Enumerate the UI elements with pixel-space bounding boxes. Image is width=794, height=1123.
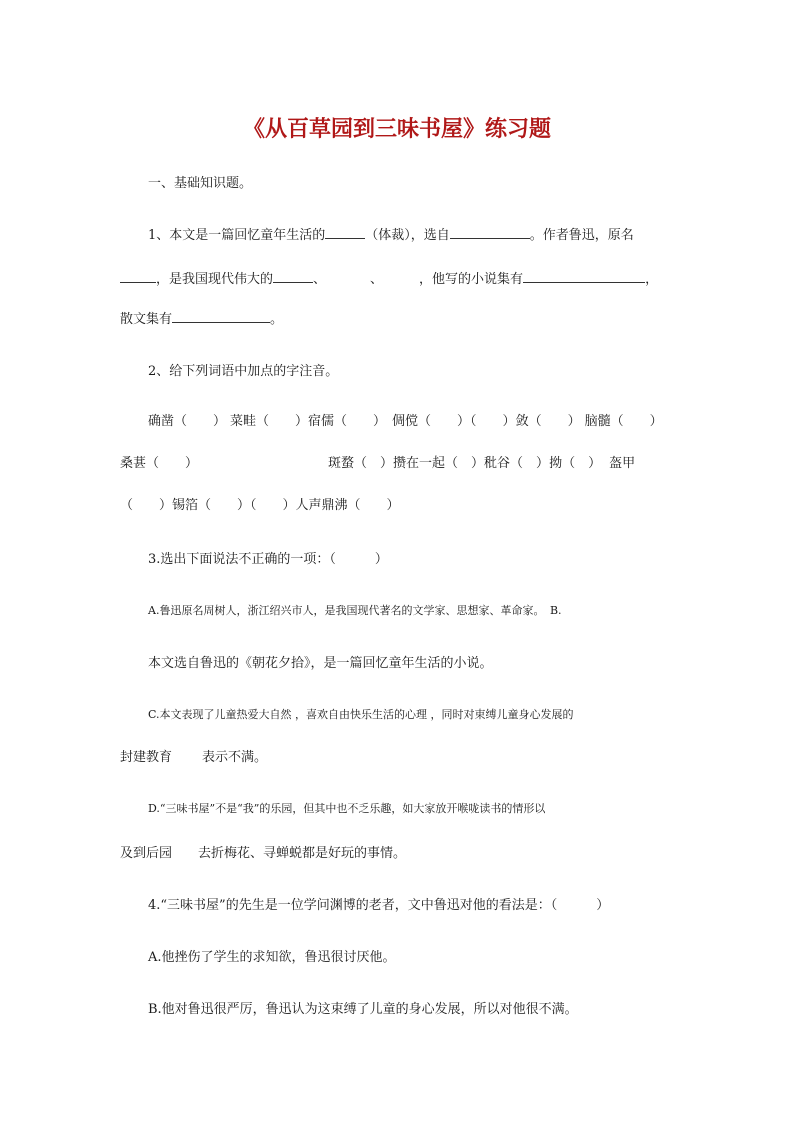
word-item: 敛（ ）	[515, 414, 581, 429]
q4-option-a: A.他挫伤了学生的求知欲，鲁迅很讨厌他。	[148, 950, 396, 965]
q1-text-i: 散文集有	[120, 312, 173, 327]
question-1-line-1	[148, 224, 634, 243]
question-3-stem: 3.选出下面说法不正确的一项：（ ）	[148, 552, 388, 567]
word-item: 锡箔（ ）（ ）	[172, 498, 296, 513]
section-heading: 一、基础知识题。	[148, 176, 253, 191]
blank-genre	[325, 238, 365, 239]
word-item: （ ）	[120, 498, 173, 513]
word-item: 确凿（ ）	[148, 414, 227, 429]
blank-novel-collection	[523, 282, 645, 283]
blank-source	[450, 238, 530, 239]
q3-c-text-2: 表示不满。	[202, 750, 268, 765]
word-item: 盔甲	[609, 456, 636, 471]
question-4-stem: 4.“三味书屋”的先生是一位学问渊博的老者，文中鲁迅对他的看法是：（ ）	[148, 898, 610, 913]
question-2-stem: 2、给下列词语中加点的字注音。	[148, 364, 339, 379]
word-item: 拗（ ）	[549, 456, 602, 471]
word-item: 菜畦（ ）	[230, 414, 309, 429]
q3-option-c-line-1: C.本文表现了儿童热爱大自然 ，喜欢自由快乐生活的心理 ，同时对束缚儿童身心发展的	[148, 708, 574, 721]
pinyin-row-2	[120, 452, 635, 471]
word-item: 秕谷（ ）	[484, 456, 550, 471]
q3-option-d-line-2	[120, 842, 406, 861]
q3-d-text-2: 去折梅花、寻蝉蜕都是好玩的事情。	[198, 846, 407, 861]
q1-text-e: 、	[313, 272, 327, 287]
q1-text-a: 1、本文是一篇回忆童年生活的	[148, 228, 326, 243]
word-item: 攒在一起（ ）	[393, 456, 485, 471]
q1-text-c: 。作者鲁迅，原名	[529, 228, 634, 243]
blank-title-1	[273, 282, 313, 283]
q1-text-j: 。	[270, 312, 284, 327]
question-1-line-3	[120, 308, 283, 327]
word-item: 倜傥（ ）（ ）	[392, 414, 516, 429]
q3-d-text-1: 及到后园	[120, 846, 173, 861]
word-item: 宿儒（ ）	[308, 414, 387, 429]
word-item: 桑葚（ ）	[120, 456, 199, 471]
page-title: 《从百草园到三味书屋》练习题	[242, 116, 551, 142]
q3-option-d-line-1: D.“三味书屋”不是“我”的乐园，但其中也不乏乐趣，如大家放开喉咙读书的情形以	[148, 802, 546, 815]
q3-option-c-line-2	[120, 746, 267, 765]
pinyin-row-3	[120, 494, 400, 513]
q3-option-a: A.鲁迅原名周树人，浙江绍兴市人，是我国现代著名的文学家、思想家、革命家。 B.	[148, 604, 562, 617]
q1-text-h: ，	[645, 272, 659, 287]
word-item: 人声鼎沸（ ）	[295, 498, 400, 513]
q1-text-d: ，是我国现代伟大的	[156, 272, 274, 287]
pinyin-row-1	[148, 410, 663, 429]
q4-option-b: B.他对鲁迅很严厉，鲁迅认为这束缚了儿童的身心发展，所以对他很不满。	[148, 1002, 578, 1017]
word-item: 脑髓（ ）	[584, 414, 663, 429]
q3-option-b: 本文选自鲁迅的《朝花夕拾》，是一篇回忆童年生活的小说。	[148, 656, 493, 671]
blank-prose-collection	[172, 322, 270, 323]
word-item: 斑蝥（ ）	[328, 456, 394, 471]
q1-text-f: 、	[370, 272, 384, 287]
q1-text-g: ，他写的小说集有	[419, 272, 524, 287]
q1-text-b: （体裁），选自	[365, 228, 450, 243]
question-1-line-2	[120, 268, 658, 287]
blank-original-name	[120, 282, 156, 283]
q3-c-text-1: 封建教育	[120, 750, 173, 765]
